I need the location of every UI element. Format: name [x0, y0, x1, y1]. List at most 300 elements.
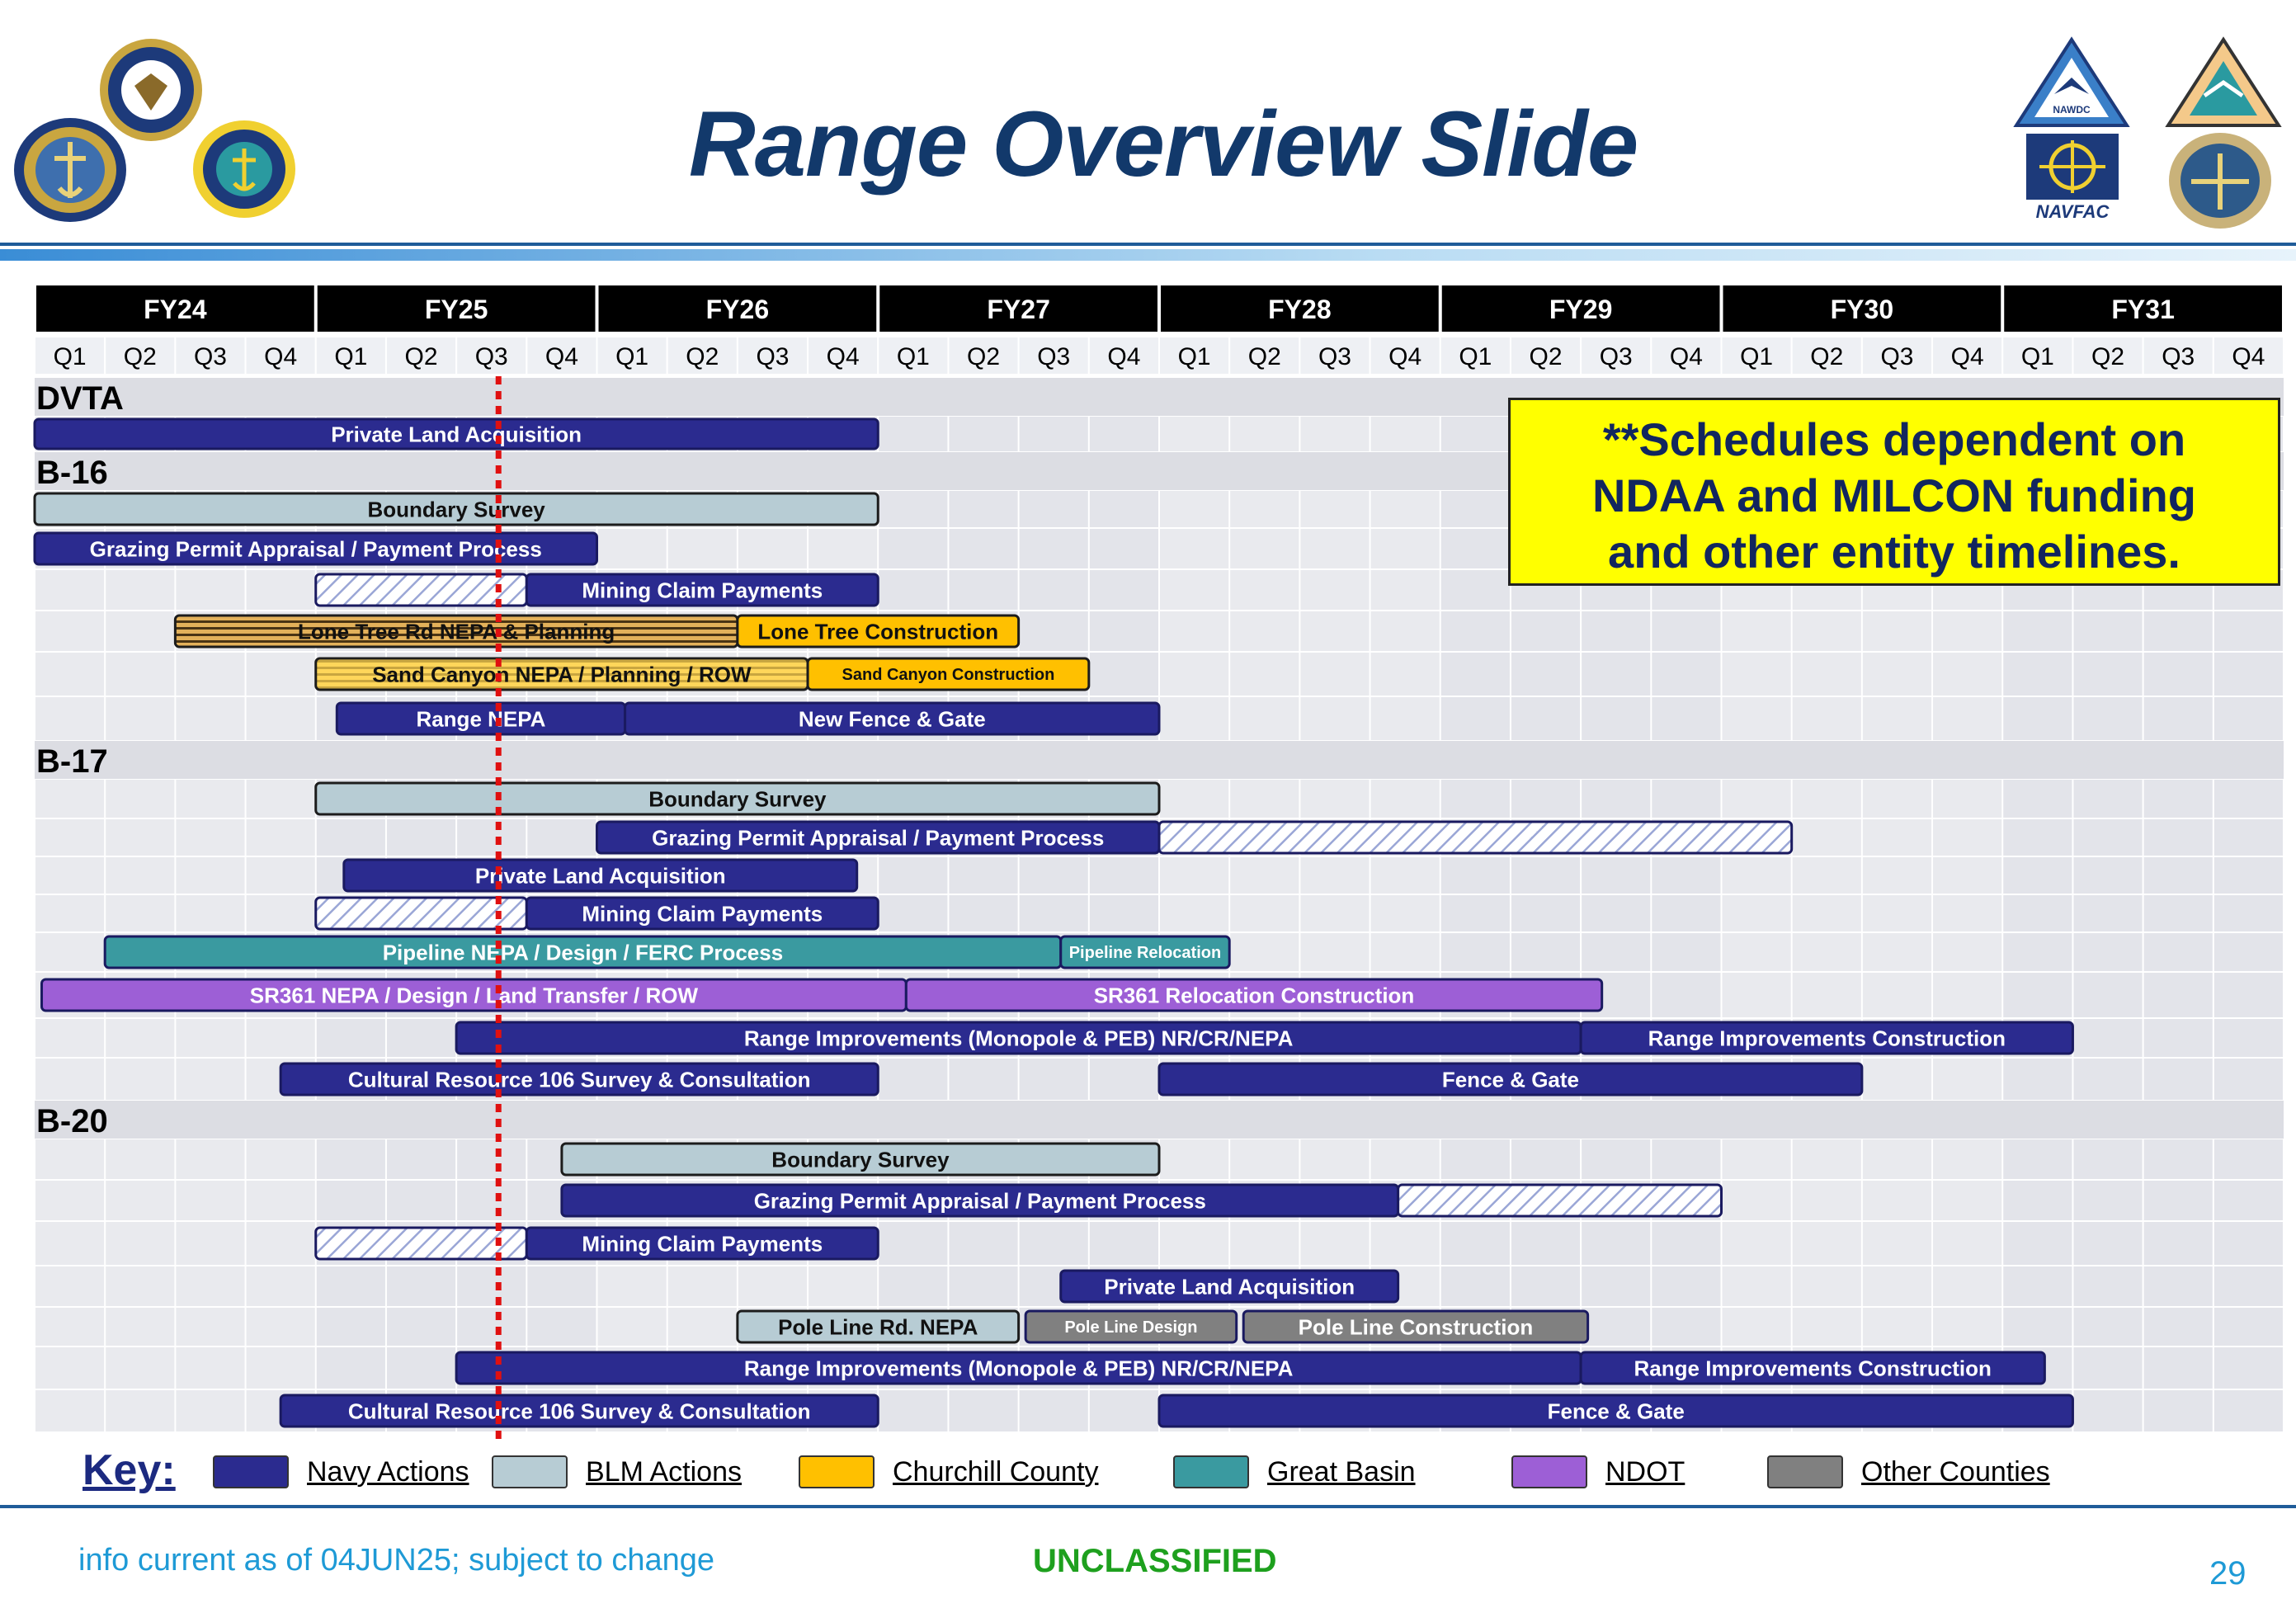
grid-cell — [879, 417, 947, 451]
grid-cell — [1441, 529, 1510, 568]
section-label: B-17 — [36, 743, 108, 780]
grid-cell — [1300, 491, 1369, 527]
grid-cell — [1582, 653, 1650, 696]
grid-cell — [2214, 1347, 2283, 1389]
quarter-label: Q1 — [1459, 343, 1492, 370]
grid-cell — [247, 1266, 315, 1306]
grid-cell — [1511, 895, 1580, 931]
grid-cell — [2003, 1266, 2072, 1306]
grid-cell — [2073, 780, 2142, 818]
fiscal-year-label: FY24 — [144, 295, 207, 324]
grid-cell — [2214, 1139, 2283, 1179]
grid-cell — [247, 1347, 315, 1389]
grid-cell — [176, 780, 244, 818]
grid-cell — [2073, 1308, 2142, 1346]
grid-cell — [2214, 1019, 2283, 1057]
grid-cell — [2144, 857, 2213, 894]
grid-cell — [1371, 570, 1440, 610]
grid-cell — [2144, 1222, 2213, 1265]
grid-cell — [1863, 1222, 1931, 1265]
gantt-header — [35, 285, 2284, 375]
grid-cell — [2214, 653, 2283, 696]
grid-cell — [1441, 857, 1510, 894]
grid-cell — [35, 653, 104, 696]
grid-cell — [1933, 973, 2001, 1017]
grid-cell — [2214, 1390, 2283, 1431]
grid-cell — [1230, 529, 1299, 568]
grid-cell — [1582, 1308, 1650, 1346]
grid-cell — [1652, 1266, 1720, 1306]
grid-cell — [2144, 1266, 2213, 1306]
grid-cell — [35, 819, 104, 856]
grid-cell — [668, 1308, 737, 1346]
grid-cell — [1441, 1266, 1510, 1306]
gantt-bar-label: Range Improvements Construction — [1634, 1356, 1992, 1381]
gantt-bar-label: Range NEPA — [416, 706, 546, 732]
grid-cell — [2073, 933, 2142, 971]
gantt-bar — [316, 898, 527, 929]
quarter-label: Q3 — [474, 343, 508, 370]
grid-cell — [1652, 1308, 1720, 1346]
grid-cell — [176, 1181, 244, 1220]
grid-cell — [35, 857, 104, 894]
grid-cell — [1723, 1308, 1791, 1346]
grid-cell — [2144, 1139, 2213, 1179]
grid-cell — [247, 1139, 315, 1179]
grid-cell — [1723, 697, 1791, 740]
grid-cell — [2144, 1059, 2213, 1100]
grid-cell — [247, 819, 315, 856]
grid-cell — [2003, 697, 2072, 740]
grid-cell — [2003, 653, 2072, 696]
grid-cell — [2073, 1347, 2142, 1389]
grid-cell — [1230, 491, 1299, 527]
grid-cell — [879, 1059, 947, 1100]
grid-cell — [1793, 1266, 1861, 1306]
grid-cell — [2003, 1059, 2072, 1100]
grid-cell — [2003, 1222, 2072, 1265]
fiscal-year-label: FY27 — [987, 295, 1050, 324]
legend-swatch — [1767, 1455, 1843, 1488]
legend-swatch — [1173, 1455, 1249, 1488]
grid-cell — [1441, 697, 1510, 740]
legend-label: Navy Actions — [307, 1455, 469, 1488]
grid-cell — [2214, 1308, 2283, 1346]
nawdc-logo-text: NAWDC — [2053, 104, 2091, 116]
legend-label: NDOT — [1605, 1455, 1685, 1488]
grid-cell — [457, 819, 526, 856]
grid-cell — [1652, 780, 1720, 818]
grid-cell — [35, 1266, 104, 1306]
quarter-label: Q1 — [2020, 343, 2054, 370]
gantt-bar-label: Lone Tree Rd NEPA & Planning — [297, 619, 615, 644]
quarter-label: Q2 — [404, 343, 438, 370]
grid-cell — [1511, 1139, 1580, 1179]
quarter-label: Q3 — [193, 343, 227, 370]
gantt-bar-label: Mining Claim Payments — [582, 901, 823, 927]
grid-cell — [106, 653, 174, 696]
grid-cell — [1160, 529, 1228, 568]
grid-cell — [1090, 895, 1158, 931]
gantt-bar-label: Cultural Resource 106 Survey & Consultation — [347, 1067, 811, 1092]
grid-cell — [317, 1266, 385, 1306]
grid-cell — [2144, 1347, 2213, 1389]
grid-cell — [1300, 417, 1369, 451]
grid-cell — [1582, 780, 1650, 818]
quarter-label: Q2 — [967, 343, 1001, 370]
grid-cell — [1441, 1222, 1510, 1265]
gantt-bar-label: Pole Line Construction — [1298, 1314, 1534, 1340]
grid-cell — [809, 1266, 877, 1306]
grid-cell — [1300, 611, 1369, 651]
grid-cell — [35, 1139, 104, 1179]
grid-cell — [247, 1181, 315, 1220]
grid-cell — [2003, 973, 2072, 1017]
grid-cell — [1933, 1059, 2001, 1100]
grid-cell — [457, 1308, 526, 1346]
gantt-bar-label: Pipeline NEPA / Design / FERC Process — [382, 940, 784, 965]
grid-cell — [1933, 1139, 2001, 1179]
funding-note-line-1: **Schedules dependent on — [1602, 413, 2186, 465]
grid-cell — [35, 780, 104, 818]
grid-cell — [2144, 611, 2213, 651]
grid-cell — [1090, 1222, 1158, 1265]
grid-cell — [35, 1222, 104, 1265]
legend-label: BLM Actions — [586, 1455, 742, 1488]
grid-cell — [1090, 611, 1158, 651]
grid-cell — [176, 1347, 244, 1389]
grid-cell — [949, 1266, 1017, 1306]
grid-cell — [1723, 1222, 1791, 1265]
grid-cell — [106, 1390, 174, 1431]
grid-cell — [1300, 857, 1369, 894]
grid-cell — [1371, 933, 1440, 971]
grid-cell — [1933, 819, 2001, 856]
grid-cell — [176, 1390, 244, 1431]
grid-cell — [1441, 570, 1510, 610]
grid-cell — [106, 611, 174, 651]
grid-cell — [2144, 1390, 2213, 1431]
grid-cell — [2214, 1181, 2283, 1220]
legend-item-navy — [213, 1455, 469, 1488]
grid-cell — [176, 1266, 244, 1306]
grid-cell — [1441, 491, 1510, 527]
grid-cell — [949, 570, 1017, 610]
grid-cell — [527, 819, 596, 856]
quarter-label: Q3 — [1318, 343, 1351, 370]
grid-cell — [1511, 611, 1580, 651]
quarter-label: Q2 — [123, 343, 157, 370]
grid-cell — [1371, 895, 1440, 931]
grid-cell — [1300, 780, 1369, 818]
grid-cell — [1230, 417, 1299, 451]
grid-cell — [317, 1308, 385, 1346]
grid-cell — [2073, 895, 2142, 931]
grid-cell — [35, 1390, 104, 1431]
quarter-label: Q3 — [2162, 343, 2195, 370]
grid-cell — [1300, 1139, 1369, 1179]
grid-cell — [106, 1181, 174, 1220]
grid-cell — [176, 653, 244, 696]
grid-cell — [1511, 697, 1580, 740]
fiscal-year-label: FY29 — [1549, 295, 1613, 324]
grid-cell — [1863, 1059, 1931, 1100]
grid-cell — [106, 819, 174, 856]
grid-cell — [247, 653, 315, 696]
gantt-bar — [316, 574, 527, 606]
grid-cell — [2003, 819, 2072, 856]
grid-cell — [1933, 653, 2001, 696]
grid-cell — [668, 529, 737, 568]
page-number: 29 — [2209, 1555, 2246, 1592]
gantt-bar-label: Pole Line Design — [1064, 1318, 1198, 1337]
grid-cell — [1933, 697, 2001, 740]
quarter-label: Q3 — [1599, 343, 1633, 370]
grid-cell — [2003, 895, 2072, 931]
grid-cell — [176, 1059, 244, 1100]
grid-cell — [1652, 933, 1720, 971]
grid-cell — [2144, 895, 2213, 931]
grid-cell — [1793, 973, 1861, 1017]
gantt-bar-label: Lone Tree Construction — [757, 619, 999, 644]
grid-cell — [1723, 653, 1791, 696]
gantt-bar — [316, 1228, 527, 1259]
grid-cell — [387, 1266, 455, 1306]
grid-cell — [1300, 570, 1369, 610]
grid-cell — [1793, 857, 1861, 894]
grid-cell — [1863, 611, 1931, 651]
quarter-label: Q1 — [334, 343, 368, 370]
grid-cell — [1160, 653, 1228, 696]
grid-cell — [35, 1019, 104, 1057]
grid-cell — [2003, 611, 2072, 651]
grid-cell — [879, 1222, 947, 1265]
grid-cell — [1230, 1139, 1299, 1179]
quarter-label: Q2 — [2091, 343, 2125, 370]
grid-cell — [1371, 653, 1440, 696]
grid-cell — [1933, 1222, 2001, 1265]
grid-cell — [1723, 611, 1791, 651]
grid-cell — [1090, 1059, 1158, 1100]
grid-cell — [1582, 697, 1650, 740]
grid-cell — [1933, 1266, 2001, 1306]
grid-cell — [879, 895, 947, 931]
section-label: B-16 — [36, 455, 108, 491]
legend-title: Key: — [83, 1446, 176, 1494]
grid-cell — [1020, 1059, 1088, 1100]
quarter-label: Q4 — [264, 343, 298, 370]
grid-cell — [2144, 653, 2213, 696]
grid-cell — [1300, 529, 1369, 568]
grid-cell — [949, 895, 1017, 931]
grid-cell — [317, 1347, 385, 1389]
grid-cell — [527, 1308, 596, 1346]
grid-cell — [106, 780, 174, 818]
grid-cell — [879, 529, 947, 568]
grid-cell — [949, 417, 1017, 451]
quarter-label: Q1 — [53, 343, 87, 370]
grid-cell — [1441, 1139, 1510, 1179]
quarter-label: Q1 — [1177, 343, 1211, 370]
section-band — [35, 1101, 2284, 1139]
quarter-label: Q2 — [1247, 343, 1281, 370]
fiscal-year-label: FY28 — [1268, 295, 1332, 324]
grid-cell — [1582, 857, 1650, 894]
grid-cell — [247, 857, 315, 894]
grid-cell — [1511, 1266, 1580, 1306]
grid-cell — [1793, 780, 1861, 818]
grid-cell — [2003, 780, 2072, 818]
grid-cell — [1160, 857, 1228, 894]
grid-cell — [35, 895, 104, 931]
grid-cell — [1371, 780, 1440, 818]
legend-swatch — [213, 1455, 289, 1488]
grid-cell — [247, 697, 315, 740]
grid-cell — [2073, 1019, 2142, 1057]
fiscal-year-label: FY25 — [424, 295, 488, 324]
quarter-label: Q4 — [545, 343, 578, 370]
grid-cell — [1652, 1139, 1720, 1179]
navfac-logo-text: NAVFAC — [2035, 201, 2110, 222]
grid-cell — [1933, 857, 2001, 894]
grid-cell — [1933, 1181, 2001, 1220]
gantt-bar-label: Boundary Survey — [648, 786, 827, 812]
funding-note-line-3: and other entity timelines. — [1608, 526, 2180, 578]
grid-cell — [1652, 857, 1720, 894]
grid-cell — [1723, 1139, 1791, 1179]
grid-cell — [1582, 933, 1650, 971]
grid-cell — [1371, 611, 1440, 651]
quarter-label: Q2 — [686, 343, 719, 370]
grid-cell — [1793, 819, 1861, 856]
grid-cell — [2073, 1222, 2142, 1265]
grid-cell — [1160, 1222, 1228, 1265]
grid-cell — [2214, 611, 2283, 651]
gantt-bar-label: Private Land Acquisition — [331, 422, 582, 447]
grid-cell — [247, 1308, 315, 1346]
grid-cell — [879, 1390, 947, 1431]
grid-cell — [176, 1019, 244, 1057]
grid-cell — [1020, 1222, 1088, 1265]
grid-cell — [1230, 780, 1299, 818]
section-label: DVTA — [36, 380, 124, 417]
grid-cell — [809, 529, 877, 568]
quarter-label: Q4 — [1950, 343, 1984, 370]
grid-cell — [1020, 491, 1088, 527]
grid-cell — [2073, 857, 2142, 894]
grid-cell — [1511, 857, 1580, 894]
grid-cell — [1793, 895, 1861, 931]
grid-cell — [1441, 933, 1510, 971]
section-band — [35, 741, 2284, 779]
grid-cell — [1441, 780, 1510, 818]
grid-cell — [2073, 1181, 2142, 1220]
grid-cell — [1863, 1139, 1931, 1179]
grid-cell — [2214, 857, 2283, 894]
grid-cell — [387, 819, 455, 856]
grid-cell — [387, 1181, 455, 1220]
grid-cell — [387, 1139, 455, 1179]
grid-cell — [106, 570, 174, 610]
grid-cell — [598, 529, 667, 568]
grid-cell — [1793, 697, 1861, 740]
grid-cell — [35, 933, 104, 971]
grid-cell — [176, 1222, 244, 1265]
grid-cell — [1230, 653, 1299, 696]
grid-cell — [2073, 1139, 2142, 1179]
classification-label: UNCLASSIFIED — [1033, 1543, 1277, 1579]
grid-cell — [1371, 1139, 1440, 1179]
grid-cell — [1793, 933, 1861, 971]
grid-cell — [106, 1059, 174, 1100]
grid-cell — [2003, 933, 2072, 971]
grid-cell — [1863, 933, 1931, 971]
grid-cell — [1160, 611, 1228, 651]
quarter-label: Q3 — [1037, 343, 1071, 370]
grid-cell — [1371, 1222, 1440, 1265]
grid-cell — [879, 491, 947, 527]
legend-item-ndot — [1511, 1455, 1685, 1488]
grid-cell — [2144, 780, 2213, 818]
grid-cell — [1652, 895, 1720, 931]
gantt-bar-label: Private Land Acquisition — [1104, 1274, 1355, 1299]
grid-cell — [527, 1266, 596, 1306]
gantt-bar-label: Boundary Survey — [367, 497, 545, 522]
info-current-note: info current as of 04JUN25; subject to change — [78, 1543, 715, 1578]
gantt-bar-label: Sand Canyon Construction — [842, 666, 1055, 685]
gantt-bar — [1398, 1185, 1722, 1216]
grid-cell — [247, 570, 315, 610]
quarter-label: Q4 — [1107, 343, 1141, 370]
grid-cell — [1020, 611, 1088, 651]
grid-cell — [1793, 611, 1861, 651]
gantt-bar — [1159, 822, 1792, 853]
grid-cell — [1582, 1266, 1650, 1306]
grid-cell — [1863, 1308, 1931, 1346]
legend-label: Other Counties — [1861, 1455, 2050, 1488]
grid-cell — [1933, 611, 2001, 651]
grid-cell — [317, 1181, 385, 1220]
gantt-bar-label: Grazing Permit Appraisal / Payment Process — [753, 1188, 1206, 1214]
quarter-label: Q4 — [1669, 343, 1703, 370]
grid-cell — [387, 1019, 455, 1057]
grid-cell — [1020, 1390, 1088, 1431]
grid-cell — [1723, 1266, 1791, 1306]
gantt-bar-label: SR361 NEPA / Design / Land Transfer / ROW — [249, 983, 699, 1008]
grid-cell — [35, 570, 104, 610]
grid-cell — [949, 1059, 1017, 1100]
grid-cell — [2214, 819, 2283, 856]
grid-cell — [1793, 1222, 1861, 1265]
grid-cell — [1441, 895, 1510, 931]
grid-cell — [1652, 697, 1720, 740]
grid-cell — [1230, 570, 1299, 610]
gantt-bar-label: Cultural Resource 106 Survey & Consultation — [347, 1398, 811, 1424]
legend — [0, 1446, 2296, 1503]
grid-cell — [457, 1139, 526, 1179]
grid-cell — [387, 1308, 455, 1346]
grid-cell — [35, 1059, 104, 1100]
grid-cell — [1090, 529, 1158, 568]
legend-swatch — [1511, 1455, 1587, 1488]
fiscal-year-label: FY26 — [705, 295, 770, 324]
quarter-label: Q4 — [2232, 343, 2265, 370]
grid-cell — [176, 697, 244, 740]
grid-cell — [106, 1347, 174, 1389]
grid-cell — [1160, 417, 1228, 451]
grid-cell — [2003, 1139, 2072, 1179]
grid-cell — [1160, 697, 1228, 740]
